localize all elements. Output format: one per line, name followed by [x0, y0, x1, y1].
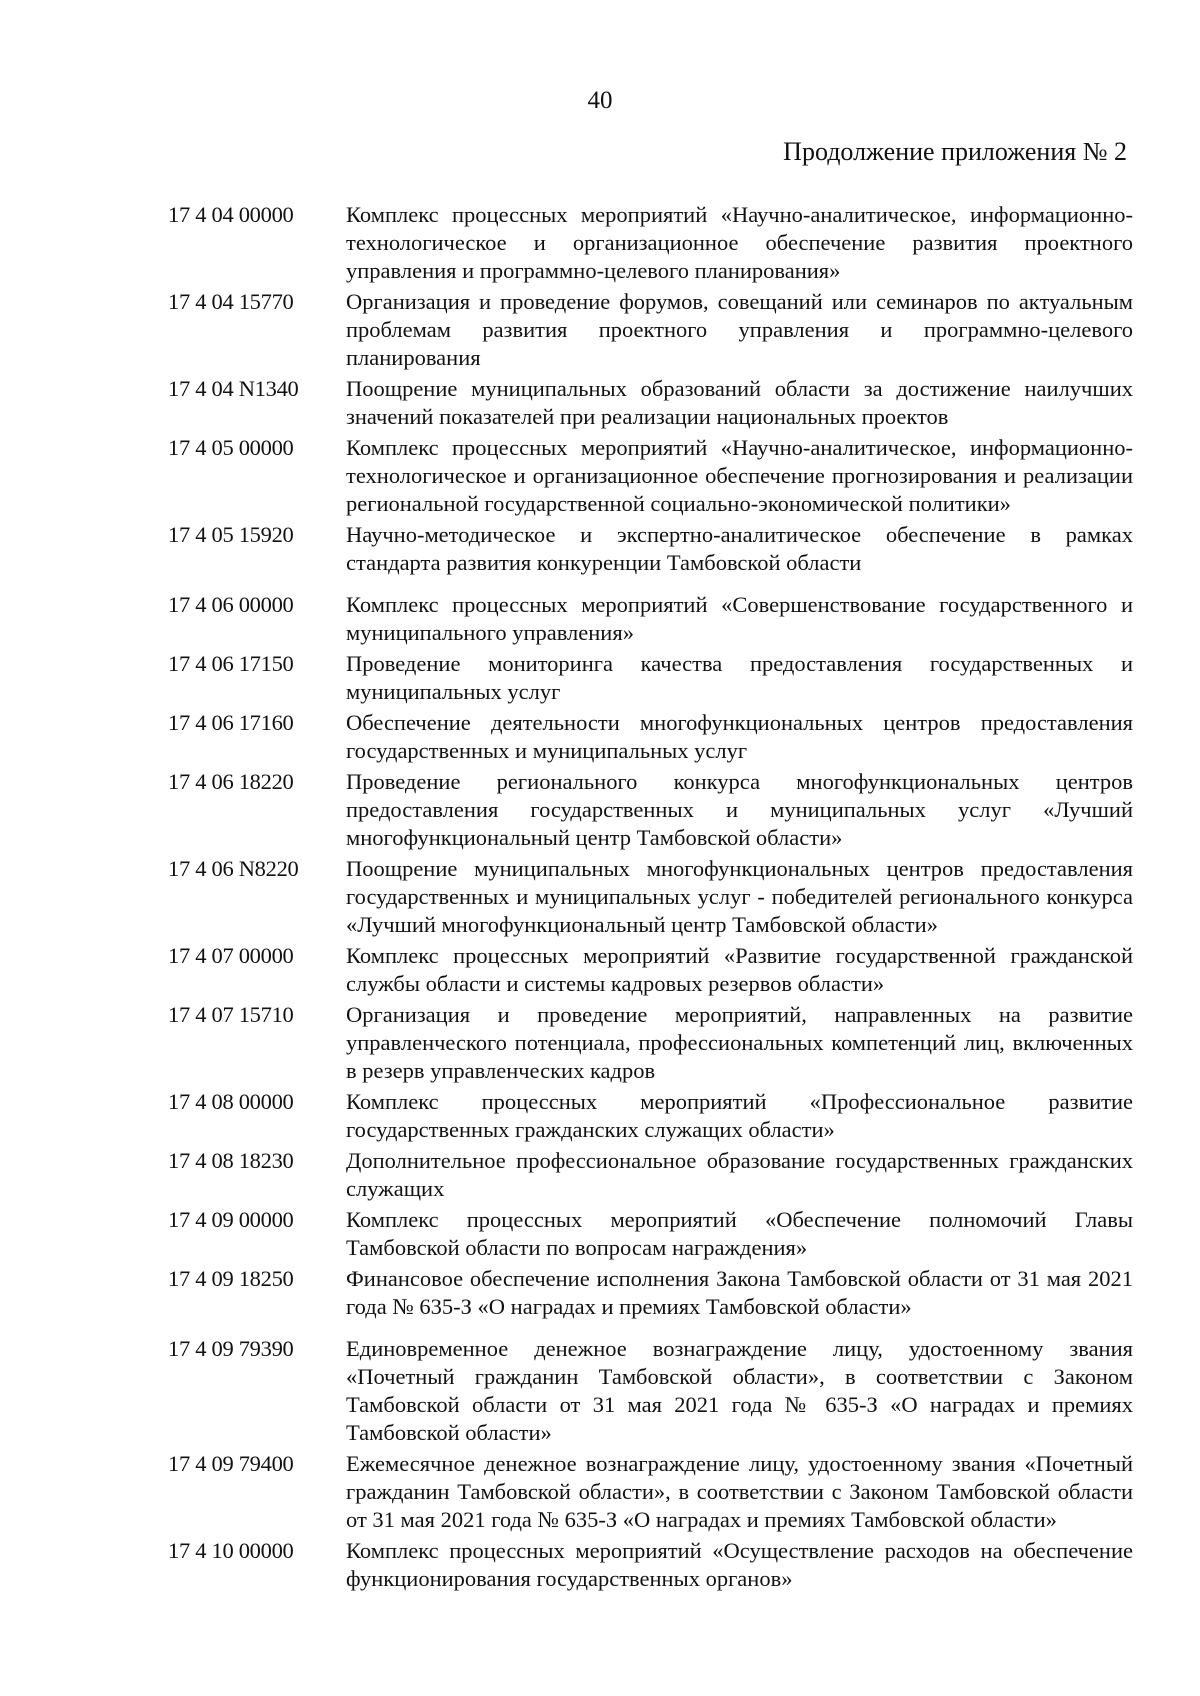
entry-code: 17 4 09 79390 — [168, 1336, 294, 1361]
entry-code: 17 4 06 N8220 — [168, 856, 299, 881]
list-item — [168, 591, 1133, 647]
entry-code: 17 4 09 00000 — [168, 1207, 294, 1232]
list-item — [168, 1206, 1133, 1262]
list-item — [168, 709, 1133, 765]
list-item — [168, 650, 1133, 706]
entry-description: Комплекс процессных мероприятий «Научно-аналитическое, информационно-технологическое и организационное обеспечение прогнозирования и реализации региональной государственной социально-экономической политики» — [346, 435, 1133, 516]
entry-code: 17 4 09 79400 — [168, 1451, 294, 1476]
entry-description: Поощрение муниципальных многофункциональных центров предоставления государственных и муниципальных услуг - победителей регионального конкурса «Лучший многофункциональный центр Тамбовской области» — [346, 856, 1133, 937]
list-item — [168, 1450, 1133, 1534]
entry-description: Комплекс процессных мероприятий «Обеспечение полномочий Главы Тамбовской области по вопросам награждения» — [346, 1207, 1133, 1260]
entries-list — [168, 201, 1133, 1596]
appendix-title: Продолжение приложения № 2 — [783, 137, 1127, 166]
page-number: 40 — [587, 87, 613, 114]
entry-description: Комплекс процессных мероприятий «Осуществление расходов на обеспечение функционирования государственных органов» — [346, 1538, 1133, 1591]
entry-code: 17 4 07 15710 — [168, 1002, 294, 1027]
entry-description: Научно-методическое и экспертно-аналитическое обеспечение в рамках стандарта развития конкуренции Тамбовской области — [346, 522, 1133, 575]
entry-code: 17 4 04 00000 — [168, 202, 294, 227]
entry-code: 17 4 08 18230 — [168, 1148, 294, 1173]
entry-description: Комплекс процессных мероприятий «Развитие государственной гражданской службы области и системы кадровых резервов области» — [346, 943, 1133, 996]
list-item — [168, 375, 1133, 431]
list-item — [168, 942, 1133, 998]
entry-code: 17 4 06 17150 — [168, 651, 294, 676]
entry-code: 17 4 05 15920 — [168, 522, 294, 547]
entry-description: Ежемесячное денежное вознаграждение лицу, удостоенному звания «Почетный гражданин Тамбовской области», в соответствии с Законом Тамбовской области от 31 мая 2021 года № 635-З «О наградах и премиях Тамбовской области» — [346, 1451, 1133, 1532]
list-item — [168, 1537, 1133, 1593]
entry-code: 17 4 05 00000 — [168, 435, 294, 460]
entry-description: Обеспечение деятельности многофункциональных центров предоставления государственных и муниципальных услуг — [346, 710, 1133, 763]
list-item — [168, 768, 1133, 852]
entry-code: 17 4 07 00000 — [168, 943, 294, 968]
entry-code: 17 4 04 N1340 — [168, 376, 299, 401]
list-item — [168, 434, 1133, 518]
list-item — [168, 1088, 1133, 1144]
entry-description: Финансовое обеспечение исполнения Закона Тамбовской области от 31 мая 2021 года № 635-З «О наградах и премиях Тамбовской области» — [346, 1266, 1133, 1319]
list-item — [168, 855, 1133, 939]
entry-description: Проведение мониторинга качества предоставления государственных и муниципальных услуг — [346, 651, 1133, 704]
list-item — [168, 1335, 1133, 1447]
entry-description: Дополнительное профессиональное образование государственных гражданских служащих — [346, 1148, 1133, 1201]
entry-code: 17 4 09 18250 — [168, 1266, 294, 1291]
entry-description: Единовременное денежное вознаграждение лицу, удостоенному звания «Почетный гражданин Тамбовской области», в соответствии с Законом Тамбовской области от 31 мая 2021 года № 635-З «О наградах и премиях Тамбовской области» — [346, 1336, 1133, 1445]
entry-code: 17 4 04 15770 — [168, 289, 294, 314]
entry-description: Поощрение муниципальных образований области за достижение наилучших значений показателей при реализации национальных проектов — [346, 376, 1133, 429]
entry-description: Комплекс процессных мероприятий «Совершенствование государственного и муниципального управления» — [346, 592, 1133, 645]
list-item — [168, 521, 1133, 577]
entry-code: 17 4 06 18220 — [168, 769, 294, 794]
list-item — [168, 1001, 1133, 1085]
entry-code: 17 4 08 00000 — [168, 1089, 294, 1114]
entry-code: 17 4 06 00000 — [168, 592, 294, 617]
entry-description: Организация и проведение мероприятий, направленных на развитие управленческого потенциала, профессиональных компетенций лиц, включенных в резерв управленческих кадров — [346, 1002, 1133, 1083]
entry-code: 17 4 10 00000 — [168, 1538, 294, 1563]
list-item — [168, 288, 1133, 372]
list-item — [168, 1147, 1133, 1203]
entry-description: Организация и проведение форумов, совещаний или семинаров по актуальным проблемам развития проектного управления и программно-целевого планирования — [346, 289, 1133, 370]
list-item — [168, 201, 1133, 285]
entry-code: 17 4 06 17160 — [168, 710, 294, 735]
list-item — [168, 1265, 1133, 1321]
entry-description: Комплекс процессных мероприятий «Научно-аналитическое, информационно-технологическое и организационное обеспечение развития проектного управления и программно-целевого планирования» — [346, 202, 1133, 283]
entry-description: Проведение регионального конкурса многофункциональных центров предоставления государственных и муниципальных услуг «Лучший многофункциональный центр Тамбовской области» — [346, 769, 1133, 850]
entry-description: Комплекс процессных мероприятий «Профессиональное развитие государственных гражданских служащих области» — [346, 1089, 1133, 1142]
